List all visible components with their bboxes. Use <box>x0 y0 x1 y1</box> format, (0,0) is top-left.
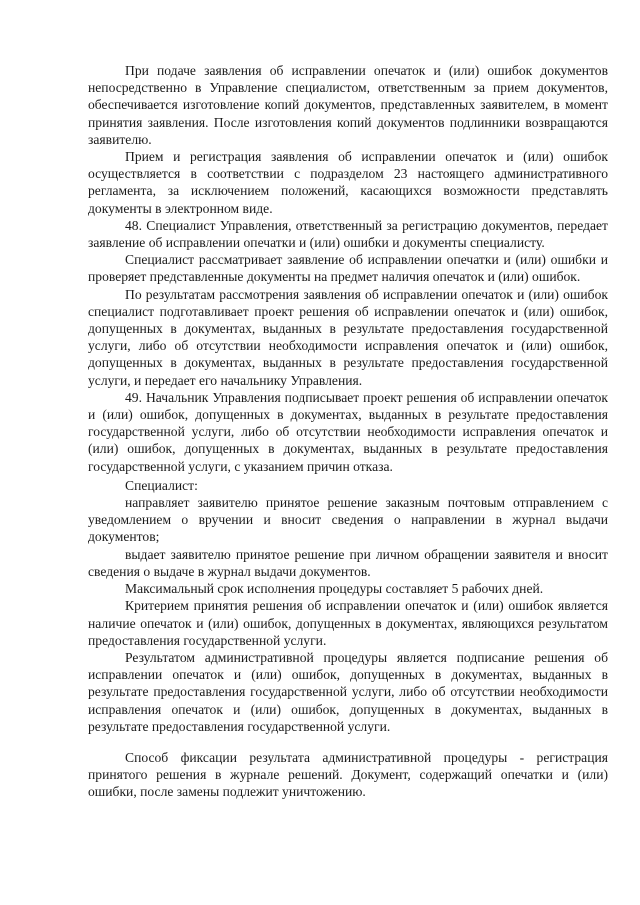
paragraph-issue-in-person: выдает заявителю принятое решение при личном обращении заявителя и вносит сведения о выдаче в журнал выдачи документов. <box>88 546 608 579</box>
paragraph-procedure-result: Результатом административной процедуры является подписание решения об исправлении опечаток и (или) ошибок, допущенных в документах, выданных в результате предоставления государственной услуги, либо об отсутствии необходимости исправления опечаток и (или) ошибок, допущенных в документах, выданных в результате предоставления государственной услуги. <box>88 649 608 734</box>
paragraph-review-results: По результатам рассмотрения заявления об исправлении опечаток и (или) ошибок специалист подготавливает проект решения об исправлении опечаток и (или) ошибок, допущенных в документах, выданных в результате предоставления государственной услуги, либо об отсутствии необходимости исправления опечаток и (или) ошибок, допущенных в документах, выданных в результате предоставления государственной услуги, и передает его начальнику Управления. <box>88 286 608 388</box>
paragraph-submission-copies: При подаче заявления об исправлении опечаток и (или) ошибок документов непосредственно в Управление специалистом, ответственным за прием документов, обеспечивается изготовление копий документов, представленных заявителем, в момент принятия заявления. После изготовления копий документов подлинники возвращаются заявителю. <box>88 63 608 147</box>
paragraph-registration: Прием и регистрация заявления об исправлении опечаток и (или) ошибок осуществляется в соответствии с подразделом 23 настоящего административного регламента, за исключением положений, касающихся возможности представлять документы в электронном виде. <box>88 149 608 216</box>
paragraph-fixation-method: Способ фиксации результата административной процедуры - регистрация принятого решения в журнале решений. Документ, содержащий опечатки и (или) ошибки, после замены подлежит уничтожению. <box>88 749 608 800</box>
paragraph-specialist-label: Специалист: <box>125 477 198 493</box>
paragraph-specialist-review: Специалист рассматривает заявление об исправлении опечатки и (или) ошибки и проверяет представленные документы на предмет наличия опечаток и (или) ошибок. <box>88 252 608 285</box>
paragraph-decision-criterion: Критерием принятия решения об исправлении опечаток и (или) ошибок является наличие опечаток и (или) ошибок, допущенных в документах, являющихся результатом предоставления государственной услуги. <box>88 598 608 648</box>
document-body <box>88 62 608 801</box>
paragraph-item-48: 48. Специалист Управления, ответственный за регистрацию документов, передает заявление об исправлении опечатки и (или) ошибки и документы специалисту. <box>88 217 608 251</box>
paragraph-max-term: Максимальный срок исполнения процедуры составляет 5 рабочих дней. <box>125 581 544 597</box>
paragraph-send-by-mail: направляет заявителю принятое решение заказным почтовым отправлением с уведомлением о вручении и вносит сведения о направлении в журнал выдачи документов; <box>88 495 608 545</box>
paragraph-item-49: 49. Начальник Управления подписывает проект решения об исправлении опечаток и (или) ошибок, допущенных в документах, выданных в результате предоставления государственной услуги, либо об отсутствии необходимости исправления опечаток и (или) ошибок, допущенных в документах, выданных в результате предоставления государственной услуги, с указанием причин отказа. <box>88 389 608 474</box>
